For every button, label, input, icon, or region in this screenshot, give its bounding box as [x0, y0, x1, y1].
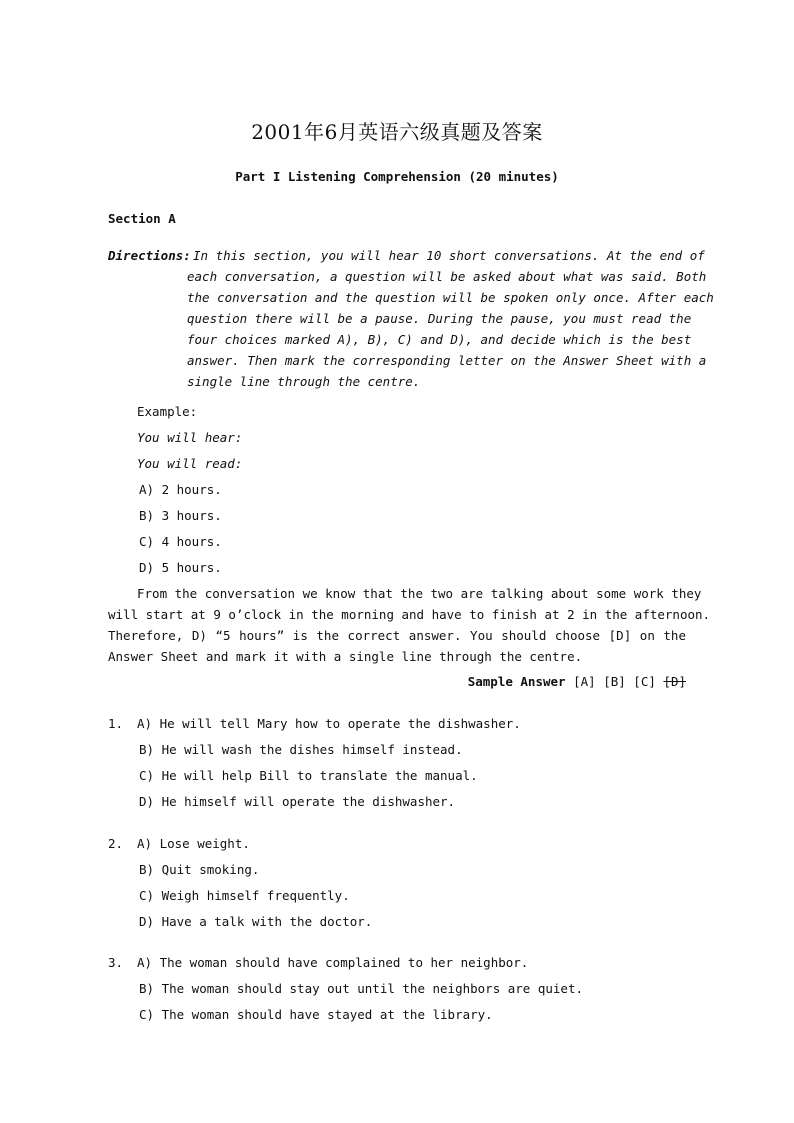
answer-option: C) Weigh himself frequently.: [139, 888, 350, 903]
answer-option: A) He will tell Mary how to operate the dishwasher.: [137, 716, 521, 731]
directions-line: the conversation and the question will be spoken only once. After each: [187, 290, 714, 305]
answer-option: B) He will wash the dishes himself instead.: [139, 742, 463, 757]
example-label: Example:: [137, 404, 198, 419]
question-number: 3.: [108, 955, 124, 970]
section-heading: Section A: [108, 211, 176, 226]
answer-option: D) He himself will operate the dishwasher.: [139, 794, 456, 809]
directions-line: single line through the centre.: [187, 374, 421, 389]
document-title: 2001年6月英语六级真题及答案: [251, 120, 543, 144]
directions-line: four choices marked A), B), C) and D), and decide which is the best: [187, 332, 692, 347]
answer-option: D) Have a talk with the doctor.: [139, 914, 373, 929]
example-option: B) 3 hours.: [139, 508, 222, 523]
answer-option: C) The woman should have stayed at the library.: [139, 1007, 493, 1022]
example-option: D) 5 hours.: [139, 560, 222, 575]
explanation-line: will start at 9 o’clock in the morning and have to finish at 2 in the afternoon.: [108, 607, 711, 622]
you-will-read-label: You will read:: [137, 456, 243, 471]
part-heading: Part I Listening Comprehension (20 minutes): [235, 169, 559, 184]
example-option: A) 2 hours.: [139, 482, 222, 497]
directions-label: Directions:: [108, 248, 191, 263]
answer-option: A) The woman should have complained to her neighbor.: [137, 955, 529, 970]
explanation-line: Answer Sheet and mark it with a single line through the centre.: [108, 649, 583, 664]
you-will-hear-label: You will hear:: [137, 430, 243, 445]
example-option: C) 4 hours.: [139, 534, 222, 549]
sample-answer-marked: [D]: [663, 674, 686, 689]
directions-line: each conversation, a question will be asked about what was said. Both: [187, 269, 707, 284]
question-number: 1.: [108, 716, 124, 731]
sample-answer: [440, 674, 686, 689]
directions-line: question there will be a pause. During the pause, you must read the: [187, 311, 692, 326]
question-number: 2.: [108, 836, 124, 851]
answer-option: B) The woman should stay out until the neighbors are quiet.: [139, 981, 584, 996]
directions-line: In this section, you will hear 10 short conversations. At the end of: [193, 248, 705, 263]
sample-answer-choices: [A] [B] [C]: [573, 674, 656, 689]
answer-option: A) Lose weight.: [137, 836, 250, 851]
sample-answer-label: Sample Answer: [467, 674, 566, 689]
explanation-line: Therefore, D) “5 hours” is the correct answer. You should choose [D] on the: [108, 628, 686, 643]
directions-line: answer. Then mark the corresponding letter on the Answer Sheet with a: [187, 353, 707, 368]
answer-option: B) Quit smoking.: [139, 862, 260, 877]
answer-option: C) He will help Bill to translate the manual.: [139, 768, 478, 783]
explanation-line: From the conversation we know that the two are talking about some work they: [137, 586, 702, 601]
